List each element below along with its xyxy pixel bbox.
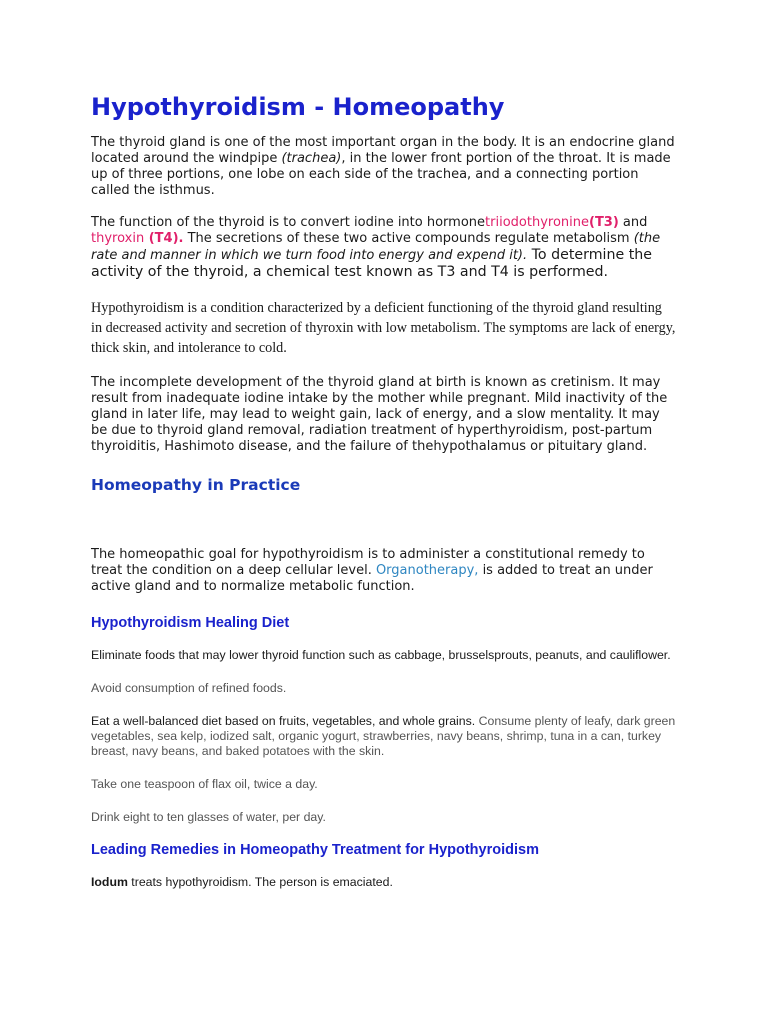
metabolism-definition: (the rate and manner in which we turn food into energy and expend it). — [91, 231, 661, 263]
diet-item-3-rest: Consume plenty of leafy, dark green vegetables, sea kelp, iodized salt, organic yogurt, strawberries, navy beans, shrimp, tuna in a can, turkey breast, navy beans, and baked potatoes with the skin. — [91, 714, 676, 758]
diet-item-5: Drink eight to ten glasses of water, per day. — [91, 810, 326, 824]
function-text: The function of the thyroid is to convert iodine into hormone — [91, 215, 486, 230]
causes-paragraph: The incomplete development of the thyroid gland at birth is known as cretinism. It may result from inadequate iodine intake by the mother while pregnant. Mild inactivity of the gland in later life, may lead to weight gain, lack of energy, and a slow mentality. It may be due to thyroid gland removal, radiation treatment of hyperthyroidism, post-partum thyroiditis, Hashimoto disease, and the failure of thehypothalamus or pituitary gland. — [91, 375, 668, 454]
diet-item-1: Eliminate foods that may lower thyroid function such as cabbage, brusselsprouts, peanuts, and cauliflower. — [91, 648, 671, 662]
triiodothyronine-term: triiodothyronine — [485, 215, 589, 230]
remedy-description: treats hypothyroidism. The person is emaciated. — [127, 875, 393, 889]
diet-item-4: Take one teaspoon of flax oil, twice a day. — [91, 777, 318, 791]
intro-text: The thyroid gland is one of the most important organ in the body. It is an endocrine gland located around the windpipe — [91, 135, 675, 166]
definition-paragraph: Hypothyroidism is a condition characterized by a deficient functioning of the thyroid gland resulting in decreased activity and secretion of thyroxin with low metabolism. The symptoms are lack of energy, thick skin, and intolerance to cold. — [91, 300, 676, 356]
organotherapy-link[interactable]: Organotherapy, — [375, 563, 479, 578]
practice-heading: Homeopathy in Practice — [91, 476, 301, 494]
t4-term: (T4). — [144, 231, 184, 246]
page-title: Hypothyroidism - Homeopathy — [91, 93, 505, 121]
thyroxin-term: thyroxin — [91, 231, 145, 246]
practice-paragraph — [91, 547, 676, 595]
diet-item-3 — [91, 714, 676, 759]
remedies-heading: Leading Remedies in Homeopathy Treatment for Hypothyroidism — [91, 842, 539, 858]
function-text-2: The secretions of these two active compounds regulate metabolism — [183, 231, 634, 246]
intro-text-rest: , in the lower front portion of the throat. It is made up of three portions, one lobe on each side of the trachea, and a connecting portion called the isthmus. — [91, 151, 671, 198]
function-text-3: To determine the activity of the thyroid, a chemical test known as T3 and T4 is performed. — [91, 247, 652, 280]
diet-item-3-lead: Eat a well-balanced diet based on fruits, vegetables, and whole grains. — [91, 714, 476, 728]
remedy-name: Iodum — [91, 875, 128, 889]
remedy-iodum — [91, 875, 676, 890]
intro-paragraph — [91, 135, 676, 199]
function-paragraph — [91, 215, 676, 281]
diet-item-2: Avoid consumption of refined foods. — [91, 681, 287, 695]
diet-heading: Hypothyroidism Healing Diet — [91, 615, 290, 631]
practice-text: The homeopathic goal for hypothyroidism is to administer a constitutional remedy to treat the condition on a deep cellular level. — [91, 547, 645, 578]
practice-text-2: is added to treat an under active gland and to normalize metabolic function. — [91, 563, 653, 594]
t3-term: (T3) — [589, 215, 619, 230]
and-text: and — [618, 215, 648, 230]
trachea-term: (trachea) — [281, 151, 342, 166]
